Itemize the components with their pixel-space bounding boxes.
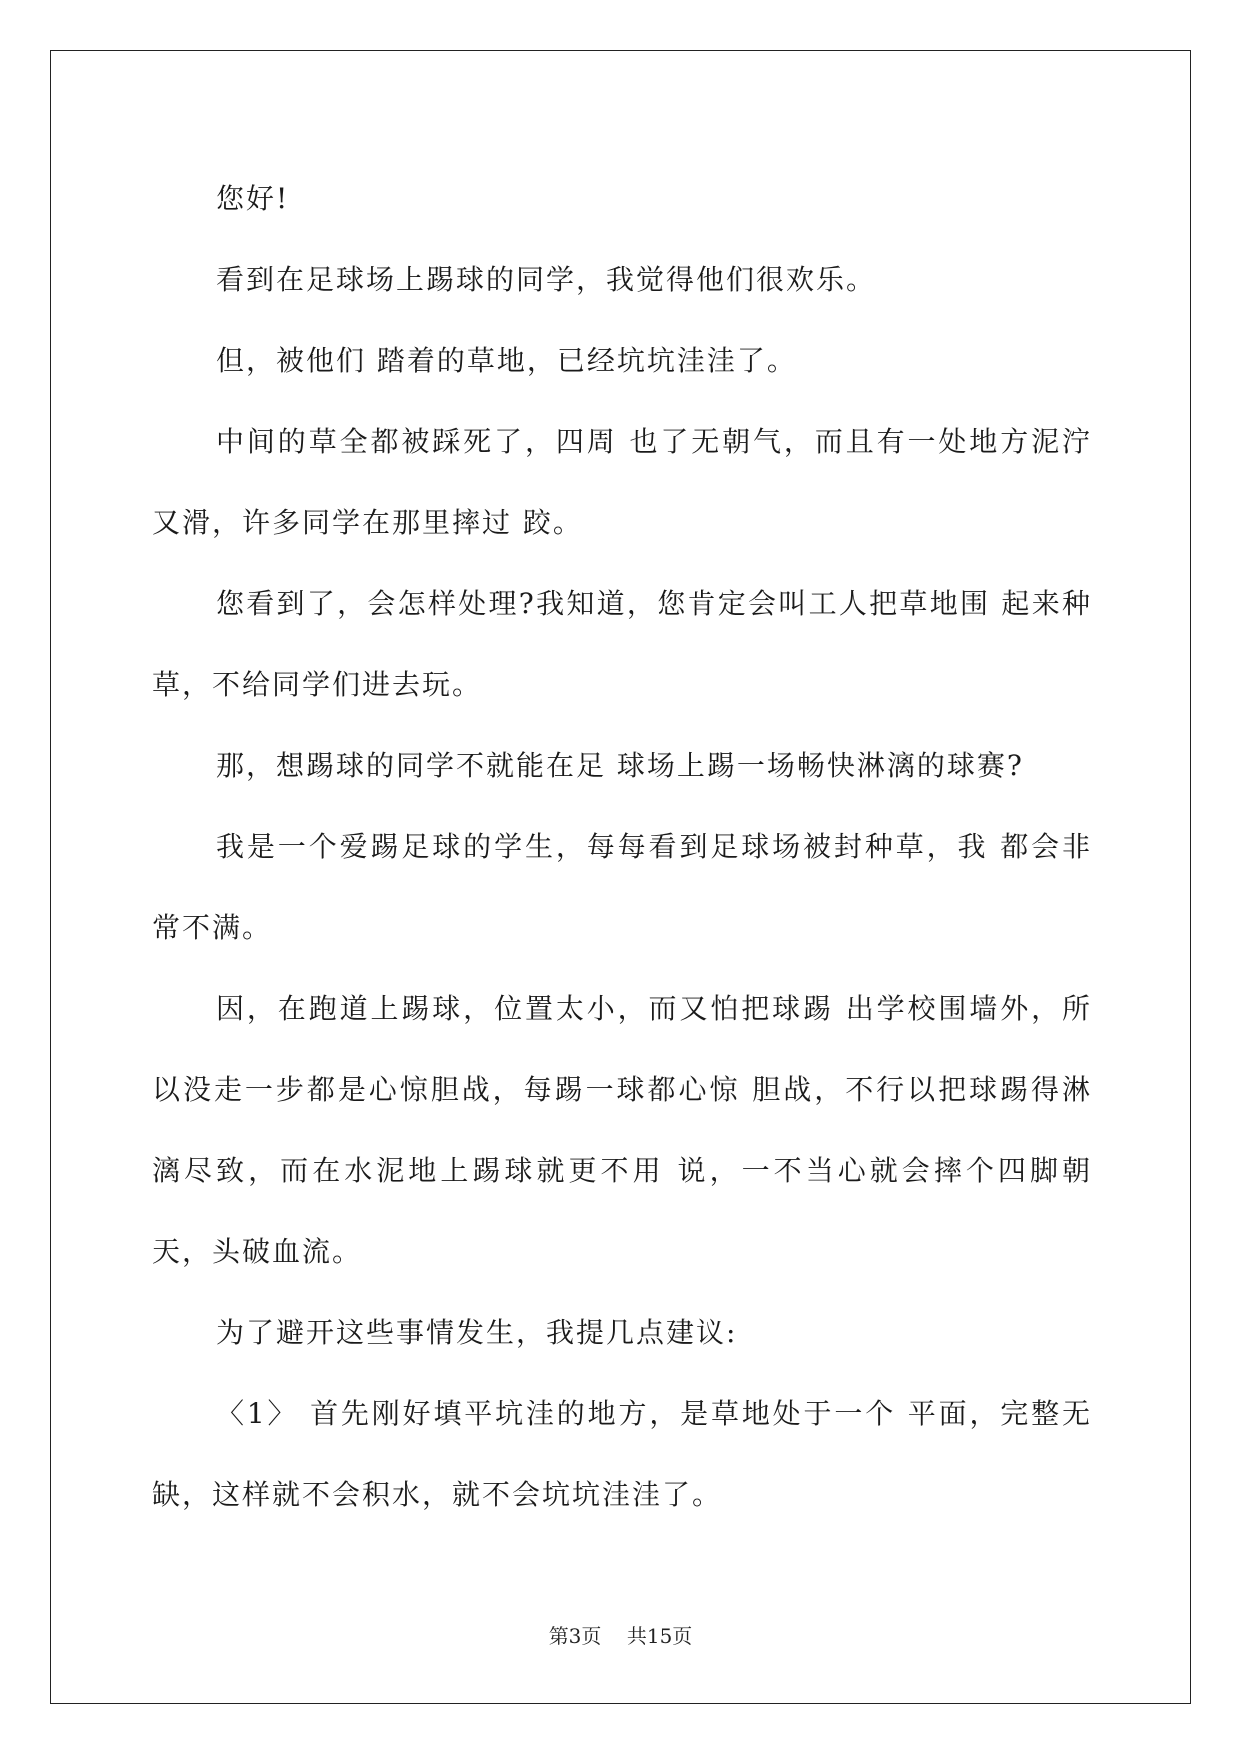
paragraph-suggestion-1: 〈1〉 首先刚好填平坑洼的地方，是草地处于一个 平面，完整无缺，这样就不会积水，就不会坑坑洼洼了。 [152,1397,1092,1511]
paragraph: 为了避开这些事情发生，我提几点建议: [216,1316,738,1349]
paragraph: 您看到了，会怎样处理?我知道，您肯定会叫工人把草地围 起来种草，不给同学们进去玩。 [152,587,1092,701]
paragraph: 看到在足球场上踢球的同学，我觉得他们很欢乐。 [216,263,877,296]
paragraph: 中间的草全都被踩死了，四周 也了无朝气，而且有一处地方泥泞又滑，许多同学在那里摔过 跤。 [152,425,1092,539]
paragraph: 那，想踢球的同学不就能在足 球场上踢一场畅快淋漓的球赛? [216,749,1024,782]
page-number-footer: 第3页 共15页 [548,1624,693,1648]
paragraph: 但，被他们 踏着的草地，已经坑坑洼洼了。 [216,344,797,377]
document-body [152,158,1092,1535]
paragraph-greeting: 您好! [216,182,290,215]
paragraph: 我是一个爱踢足球的学生，每每看到足球场被封种草，我 都会非常不满。 [152,830,1092,944]
paragraph: 因，在跑道上踢球，位置太小，而又怕把球踢 出学校围墙外，所以没走一步都是心惊胆战，每踢一球都心惊 胆战，不行以把球踢得淋漓尽致，而在水泥地上踢球就更不用 说，一不当心就会摔个四脚朝天，头破血流。 [152,992,1092,1268]
